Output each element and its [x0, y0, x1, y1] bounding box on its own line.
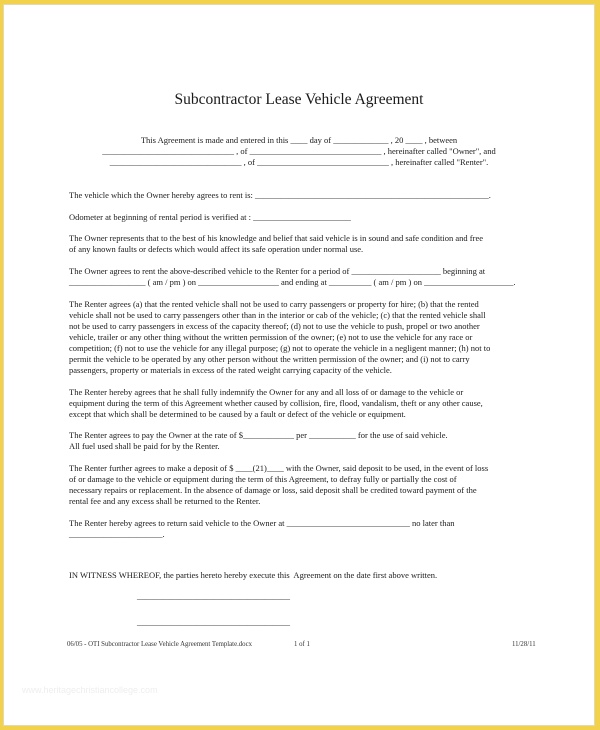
witness-line: IN WITNESS WHEREOF, the parties hereto hereby execute this Agreement on the date first above written. [69, 570, 438, 580]
deposit-line-1: The Renter further agrees to make a deposit of $ ____(21)____ with the Owner, said deposit to be used, in the event of loss [69, 463, 489, 473]
vehicle-line: The vehicle which the Owner hereby agrees to rent is: _______________________________________________________. [69, 190, 491, 200]
deposit-line-2: of or damage to the vehicle or equipment during the term of this Agreement, to defray fully or partially the cost of [69, 474, 457, 484]
signature-line-1: ____________________________________ [137, 591, 290, 601]
intro-line-1: This Agreement is made and entered in this ____ day of _____________ , 20 ____ , between [140, 135, 458, 145]
represents-line-2: of any known faults or defects which would affect its safe operation under normal use. [69, 244, 364, 254]
restrictions-line-4: vehicle, trailer or any other thing without the written permission of the owner; (e) not to use the vehicle for any race or [69, 332, 473, 342]
represents-line-1: The Owner represents that to the best of his knowledge and belief that said vehicle is in sound and safe condition and free [69, 233, 484, 243]
watermark-text: www.heritagechristiancollege.com [22, 685, 158, 695]
period-line-2: __________________ ( am / pm ) on ___________________ and ending at __________ ( am / pm ) on _____________________. [69, 277, 516, 287]
document-title: Subcontractor Lease Vehicle Agreement [174, 91, 424, 108]
intro-line-2: _______________________________ , of _______________________________ , hereinafter called "Owner", and [102, 146, 496, 156]
rate-line-1: The Renter agrees to pay the Owner at the rate of $____________ per ___________ for the use of said vehicle. [69, 430, 448, 440]
indemnify-line-2: equipment during the term of this Agreement whether caused by collision, fire, flood, vandalism, theft or any other cause, [69, 398, 483, 408]
intro-line-3: _______________________________ , of _______________________________ , hereinafter called "Renter". [109, 157, 489, 167]
restrictions-line-3: not be used to carry passengers in excess of the capacity thereof; (d) not to use the vehicle to push, propel or two another [69, 321, 480, 331]
signature-line-2: ____________________________________ [137, 617, 290, 627]
footer-date: 11/28/11 [512, 641, 536, 648]
return-blank: ______________________. [69, 529, 165, 539]
restrictions-line-1: The Renter agrees (a) that the rented vehicle shall not be used to carry passengers or property for hire; (b) that the rented [69, 299, 479, 309]
footer-page-number: 1 of 1 [294, 641, 310, 648]
restrictions-line-5: competition; (f) not to use the vehicle for any illegal purpose; (g) not to operate the vehicle in a negligent manner; (h) not to [69, 343, 491, 353]
rate-line-2: All fuel used shall be paid for by the Renter. [69, 441, 220, 451]
period-line-1: The Owner agrees to rent the above-described vehicle to the Renter for a period of _____________________ beginning at [69, 266, 486, 276]
footer-filename: 06/05 - OTI Subcontractor Lease Vehicle Agreement Template.docx [67, 641, 252, 648]
indemnify-line-3: except that which shall be determined to be caused by a fault or defect of the vehicle or equipment. [69, 409, 406, 419]
restrictions-line-2: vehicle shall not be used to carry passengers other than in the interior or cab of the vehicle; (c) that the rented vehicle shall [69, 310, 486, 320]
restrictions-line-6: permit the vehicle to be operated by any other person without the written permission of the owner; and (i) not to carry [69, 354, 470, 364]
restrictions-line-7: passengers, property or materials in excess of the rated weight carrying capacity of the vehicle. [69, 365, 392, 375]
odometer-line: Odometer at beginning of rental period is verified at : _______________________ [69, 212, 351, 222]
deposit-line-4: rental fee and any excess shall be returned to the Renter. [69, 496, 261, 506]
document-page [3, 4, 595, 726]
indemnify-line-1: The Renter hereby agrees that he shall fully indemnify the Owner for any and all loss of or damage to the vehicle or [69, 387, 464, 397]
deposit-line-3: necessary repairs or replacement. In the absence of damage or loss, said deposit shall be credited toward payment of the [69, 485, 477, 495]
return-line: The Renter hereby agrees to return said vehicle to the Owner at _____________________________ no later than [69, 518, 455, 528]
